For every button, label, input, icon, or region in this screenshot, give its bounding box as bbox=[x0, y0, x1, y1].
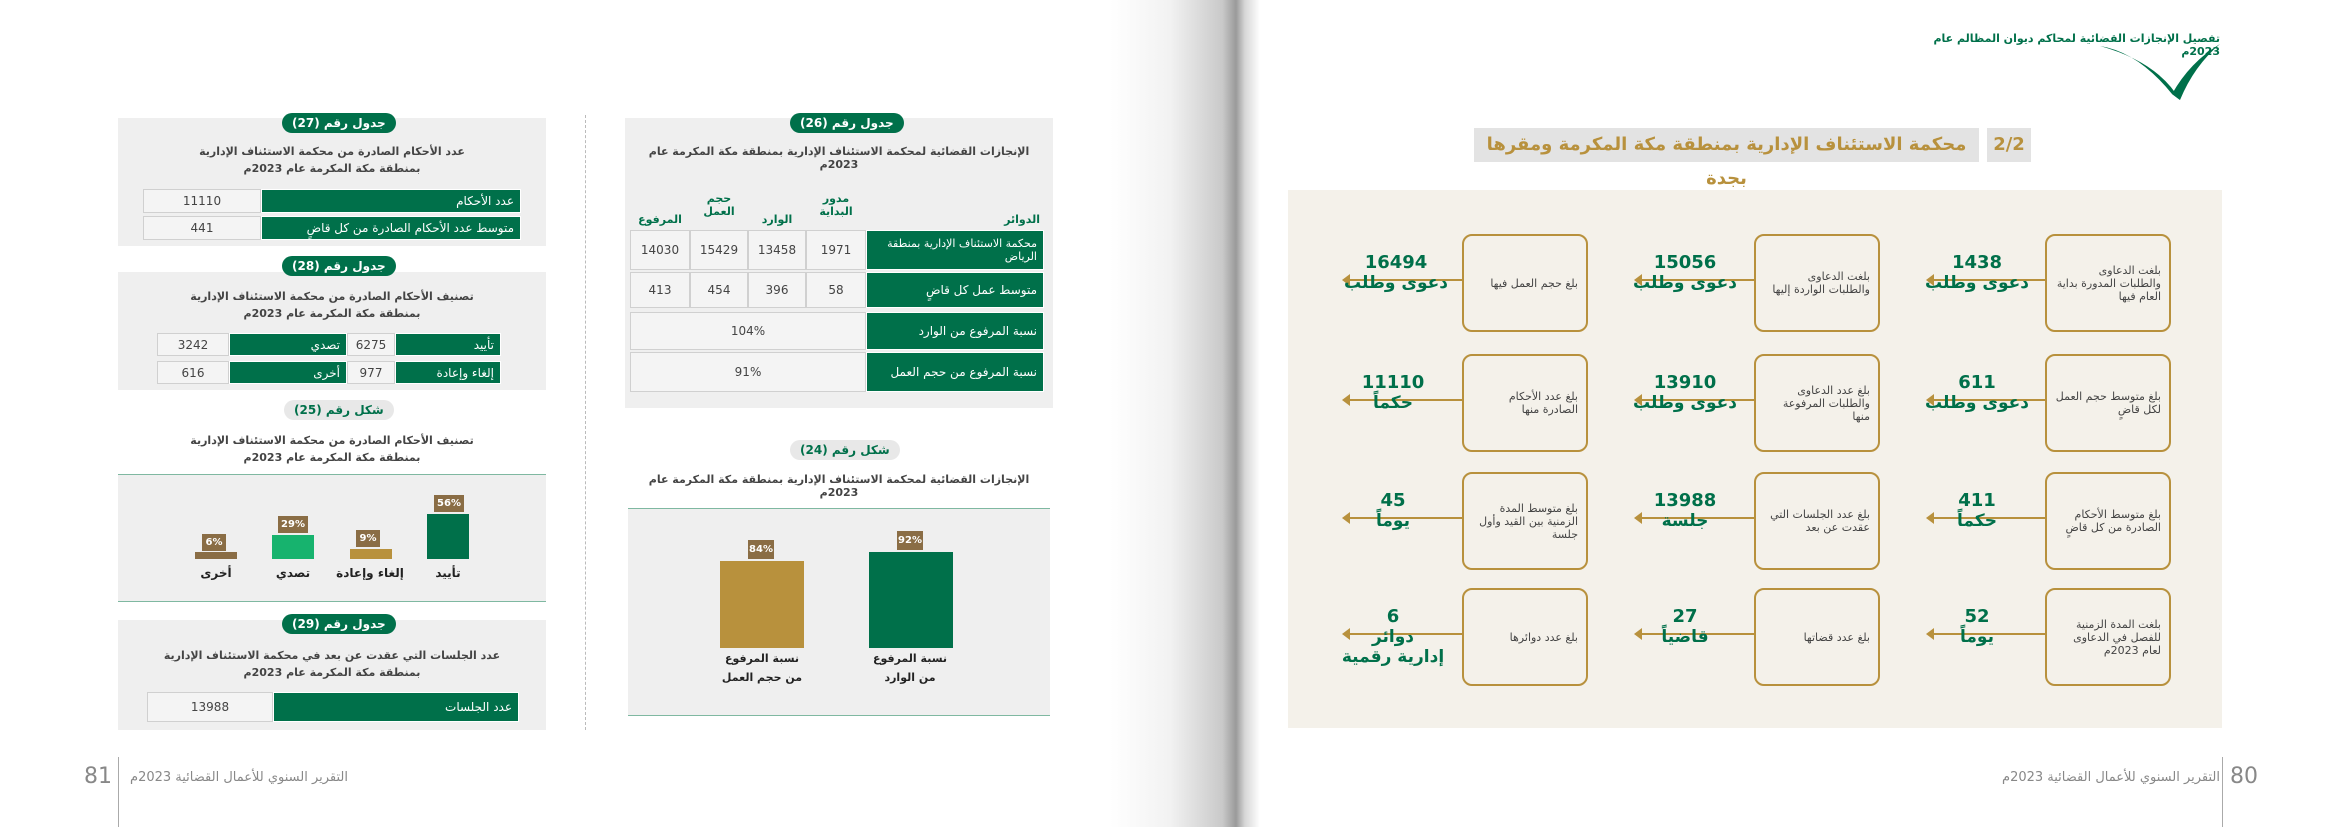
stat-unit-opening: دعوى وطلب bbox=[1924, 273, 2029, 293]
column-divider bbox=[585, 115, 586, 730]
figure-24-bar-2-label: 84% bbox=[748, 540, 774, 559]
stat-unit-judge-rulings: حكماً bbox=[1957, 511, 1997, 531]
table-26-row-1 bbox=[630, 230, 1044, 270]
figure-24-bar-1-name-line1: نسبة المرفوع bbox=[872, 652, 948, 665]
stat-card-judges: بلغ عدد قضاتها bbox=[1754, 588, 1880, 686]
stat-num-judges: 27 bbox=[1672, 606, 1698, 627]
stat-unit-first-session: يوماً bbox=[1376, 511, 1410, 531]
right-footer-title: التقرير السنوي للأعمال القضائية 2023م bbox=[2002, 770, 2220, 785]
stat-card-workload: بلغ حجم العمل فيها bbox=[1462, 234, 1588, 332]
stat-value-judges bbox=[1630, 606, 1740, 647]
figure-25-bar-3-name: تصدي bbox=[275, 566, 311, 580]
table-29-label: عدد الجلسات bbox=[273, 692, 519, 722]
table-28-caption-1: تصنيف الأحكام الصادرة من محكمة الاستئناف الإدارية bbox=[190, 290, 474, 303]
stat-num-incoming: 15056 bbox=[1653, 252, 1717, 273]
table-28-cat-1: تأييد bbox=[395, 333, 501, 356]
stat-value-judge-rulings bbox=[1922, 490, 2032, 531]
section-title: محكمة الاستئناف الإدارية بمنطقة مكة المكرمة ومقرها بجدة bbox=[1474, 128, 1979, 162]
right-page-number: 80 bbox=[2230, 764, 2258, 789]
row-1-incoming: 13458 bbox=[748, 230, 806, 270]
stat-unit-incoming: دعوى وطلب bbox=[1632, 273, 1737, 293]
row-4-value: 91% bbox=[630, 352, 866, 392]
stat-unit-closed: دعوى وطلب bbox=[1632, 393, 1737, 413]
table-27-row-2 bbox=[143, 216, 521, 240]
row-1-closed: 14030 bbox=[630, 230, 690, 270]
stat-num-first-session: 45 bbox=[1380, 490, 1406, 511]
stat-num-sessions: 13988 bbox=[1653, 490, 1717, 511]
book-spine bbox=[1110, 0, 1260, 827]
stat-num-closed: 13910 bbox=[1653, 372, 1717, 393]
stat-card-incoming: بلغت الدعاوى والطلبات الواردة إليها bbox=[1754, 234, 1880, 332]
table-29-pill: جدول رقم (29) bbox=[282, 614, 396, 634]
stat-value-judge-workload bbox=[1922, 372, 2032, 413]
table-26-row-3 bbox=[630, 312, 1044, 350]
row-1-opening: 1971 bbox=[806, 230, 866, 270]
stat-value-workload bbox=[1338, 252, 1454, 293]
left-footer-title: التقرير السنوي للأعمال القضائية 2023م bbox=[130, 770, 348, 785]
stat-value-opening bbox=[1922, 252, 2032, 293]
stat-value-first-session bbox=[1338, 490, 1448, 531]
figure-24-bar-1-name bbox=[860, 652, 960, 684]
row-2-closed: 413 bbox=[630, 272, 690, 308]
stat-unit-workload: دعوى وطلب bbox=[1343, 273, 1448, 293]
stat-num-judge-workload: 611 bbox=[1958, 372, 1996, 393]
figure-25-bar-1 bbox=[427, 514, 469, 559]
row-2-opening: 58 bbox=[806, 272, 866, 308]
table-28-val-3: 977 bbox=[347, 361, 395, 384]
row-2-workload: 454 bbox=[690, 272, 748, 308]
table-27-caption-1: عدد الأحكام الصادرة من محكمة الاستئناف الإدارية bbox=[199, 145, 465, 158]
stat-value-circuits bbox=[1328, 606, 1458, 667]
stat-num-workload: 16494 bbox=[1364, 252, 1428, 273]
table-26-row-4 bbox=[630, 352, 1044, 392]
figure-24-bar-1-name-line2: من الوارد bbox=[884, 671, 936, 684]
table-27-caption-2: بمنطقة مكة المكرمة عام 2023م bbox=[243, 162, 421, 175]
stat-card-circuits: بلغ عدد دوائرها bbox=[1462, 588, 1588, 686]
table-28-val-1: 6275 bbox=[347, 333, 395, 356]
figure-25-bar-3-label: 29% bbox=[278, 516, 308, 533]
stat-num-opening: 1438 bbox=[1951, 252, 2003, 273]
stat-num-judge-rulings: 411 bbox=[1958, 490, 1996, 511]
stat-card-opening: بلغت الدعاوى والطلبات المدورة بداية العام فيها bbox=[2045, 234, 2171, 332]
row-3-label: نسبة المرفوع من الوارد bbox=[866, 312, 1044, 350]
stat-card-duration: بلغت المدة الزمنية للفصل في الدعاوى لعام 2023م bbox=[2045, 588, 2171, 686]
figure-24-bar-2-name-line1: نسبة المرفوع bbox=[724, 652, 800, 665]
table-28-row-2 bbox=[157, 361, 501, 384]
table-27-label-2: متوسط عدد الأحكام الصادرة من كل قاضٍ bbox=[261, 216, 521, 240]
figure-25-bar-4-label: 6% bbox=[202, 534, 226, 551]
figure-24-bar-1-label: 92% bbox=[897, 531, 923, 550]
row-2-label: متوسط عمل كل قاضٍ bbox=[866, 272, 1044, 308]
figure-24-bar-2-name bbox=[710, 652, 814, 684]
table-27-row-1 bbox=[143, 189, 521, 213]
table-26-pill: جدول رقم (26) bbox=[790, 113, 904, 133]
table-28-pill: جدول رقم (28) bbox=[282, 256, 396, 276]
right-footer-divider bbox=[2222, 757, 2223, 827]
table-27-value-1: 11110 bbox=[143, 189, 261, 213]
table-28-val-2: 3242 bbox=[157, 333, 229, 356]
figure-25-caption-2: بمنطقة مكة المكرمة عام 2023م bbox=[243, 451, 421, 464]
stat-card-first-session: بلغ متوسط المدة الزمنية بين القيد وأول جلسة bbox=[1462, 472, 1588, 570]
stat-unit-judges: قاضياً bbox=[1661, 627, 1709, 647]
figure-25-bar-3 bbox=[272, 535, 314, 559]
stat-value-duration bbox=[1922, 606, 2032, 647]
stat-num-duration: 52 bbox=[1964, 606, 1990, 627]
row-4-label: نسبة المرفوع من حجم العمل bbox=[866, 352, 1044, 392]
figure-25-bar-2-name: إلغاء وإعادة bbox=[336, 566, 404, 580]
stat-unit-duration: يوماً bbox=[1960, 627, 1994, 647]
section-number: 2/2 bbox=[1987, 128, 2031, 162]
stat-card-closed: بلغ عدد الدعاوى والطلبات المرفوعة منها bbox=[1754, 354, 1880, 452]
stat-value-closed bbox=[1630, 372, 1740, 413]
figure-25-bar-1-name: تأييد bbox=[435, 566, 461, 580]
table-28-caption-2: بمنطقة مكة المكرمة عام 2023م bbox=[243, 307, 421, 320]
header-incoming: الوارد bbox=[761, 213, 793, 226]
figure-24-panel bbox=[628, 508, 1050, 716]
stat-num-rulings: 11110 bbox=[1361, 372, 1425, 393]
figure-25-bar-2 bbox=[350, 549, 392, 559]
stat-card-sessions: بلغ عدد الجلسات التي عقدت عن بعد bbox=[1754, 472, 1880, 570]
figure-25-bar-2-label: 9% bbox=[356, 530, 380, 547]
table-28-val-4: 616 bbox=[157, 361, 229, 384]
table-26-row-2 bbox=[630, 272, 1044, 308]
figure-25-caption-1: تصنيف الأحكام الصادرة من محكمة الاستئناف الإدارية bbox=[190, 434, 474, 447]
table-27-label-1: عدد الأحكام bbox=[261, 189, 521, 213]
table-29-caption-2: بمنطقة مكة المكرمة عام 2023م bbox=[243, 666, 421, 679]
table-27-value-2: 441 bbox=[143, 216, 261, 240]
row-1-label: محكمة الاستئناف الإدارية بمنطقة الرياض bbox=[866, 230, 1044, 270]
table-28-cat-4: أخرى bbox=[229, 361, 347, 384]
stat-unit-circuits: دوائر bbox=[1371, 627, 1415, 647]
figure-24-bar-2-name-line2: من حجم العمل bbox=[721, 671, 803, 684]
figure-24-pill: شكل رقم (24) bbox=[790, 440, 900, 460]
header-opening: مدور البداية bbox=[819, 192, 853, 218]
table-28-cat-3: إلغاء وإعادة bbox=[395, 361, 501, 384]
table-29-row bbox=[147, 692, 519, 722]
left-footer-divider bbox=[118, 757, 119, 827]
stat-unit-sessions: جلسة bbox=[1661, 511, 1709, 531]
figure-25-bar-4 bbox=[195, 552, 237, 559]
row-2-incoming: 396 bbox=[748, 272, 806, 308]
stat-unit-rulings: حكماً bbox=[1373, 393, 1413, 413]
figure-25-bar-4-name: أخرى bbox=[200, 566, 232, 580]
stat-value-incoming bbox=[1630, 252, 1740, 293]
row-1-workload: 15429 bbox=[690, 230, 748, 270]
figure-24-bar-2 bbox=[720, 561, 804, 648]
stat-value-rulings bbox=[1338, 372, 1448, 413]
header-circuits: الدوائر bbox=[1004, 213, 1040, 226]
figure-24-caption: الإنجازات القضائية لمحكمة الاستئناف الإدارية بمنطقة مكة المكرمة عام 2023م bbox=[648, 473, 1030, 499]
figure-24-bar-1 bbox=[869, 552, 953, 648]
header-text: تفصيل الإنجازات القضائية لمحاكم ديوان المظالم عام 2023م bbox=[1933, 32, 2220, 58]
table-28-cat-2: تصدي bbox=[229, 333, 347, 356]
header-workload: حجم العمل bbox=[703, 192, 735, 218]
stat-num-circuits: 6 bbox=[1386, 606, 1400, 627]
stat-card-judge-rulings: بلغ متوسط الأحكام الصادرة من كل قاضٍ bbox=[2045, 472, 2171, 570]
figure-25-panel bbox=[118, 474, 546, 602]
table-26-caption: الإنجازات القضائية لمحكمة الاستئناف الإدارية بمنطقة مكة المكرمة عام 2023م bbox=[648, 145, 1030, 171]
table-28-row-1 bbox=[157, 333, 501, 356]
table-27-pill: جدول رقم (27) bbox=[282, 113, 396, 133]
table-26-header-row bbox=[630, 180, 1044, 230]
stat-unit-judge-workload: دعوى وطلب bbox=[1924, 393, 2029, 413]
stat-card-rulings: بلغ عدد الأحكام الصادرة منها bbox=[1462, 354, 1588, 452]
table-29-value: 13988 bbox=[147, 692, 273, 722]
figure-25-bar-1-label: 56% bbox=[434, 495, 464, 512]
left-page-number: 81 bbox=[84, 764, 112, 789]
figure-25-pill: شكل رقم (25) bbox=[284, 400, 394, 420]
table-29-caption-1: عدد الجلسات التي عقدت عن بعد في محكمة الاستئناف الإدارية bbox=[163, 649, 501, 662]
header-closed: المرفوع bbox=[638, 213, 682, 226]
stat-unit2-circuits: إدارية رقمية bbox=[1341, 647, 1445, 667]
stat-value-sessions bbox=[1630, 490, 1740, 531]
stat-card-judge-workload: بلغ متوسط حجم العمل لكل قاضٍ bbox=[2045, 354, 2171, 452]
row-3-value: 104% bbox=[630, 312, 866, 350]
